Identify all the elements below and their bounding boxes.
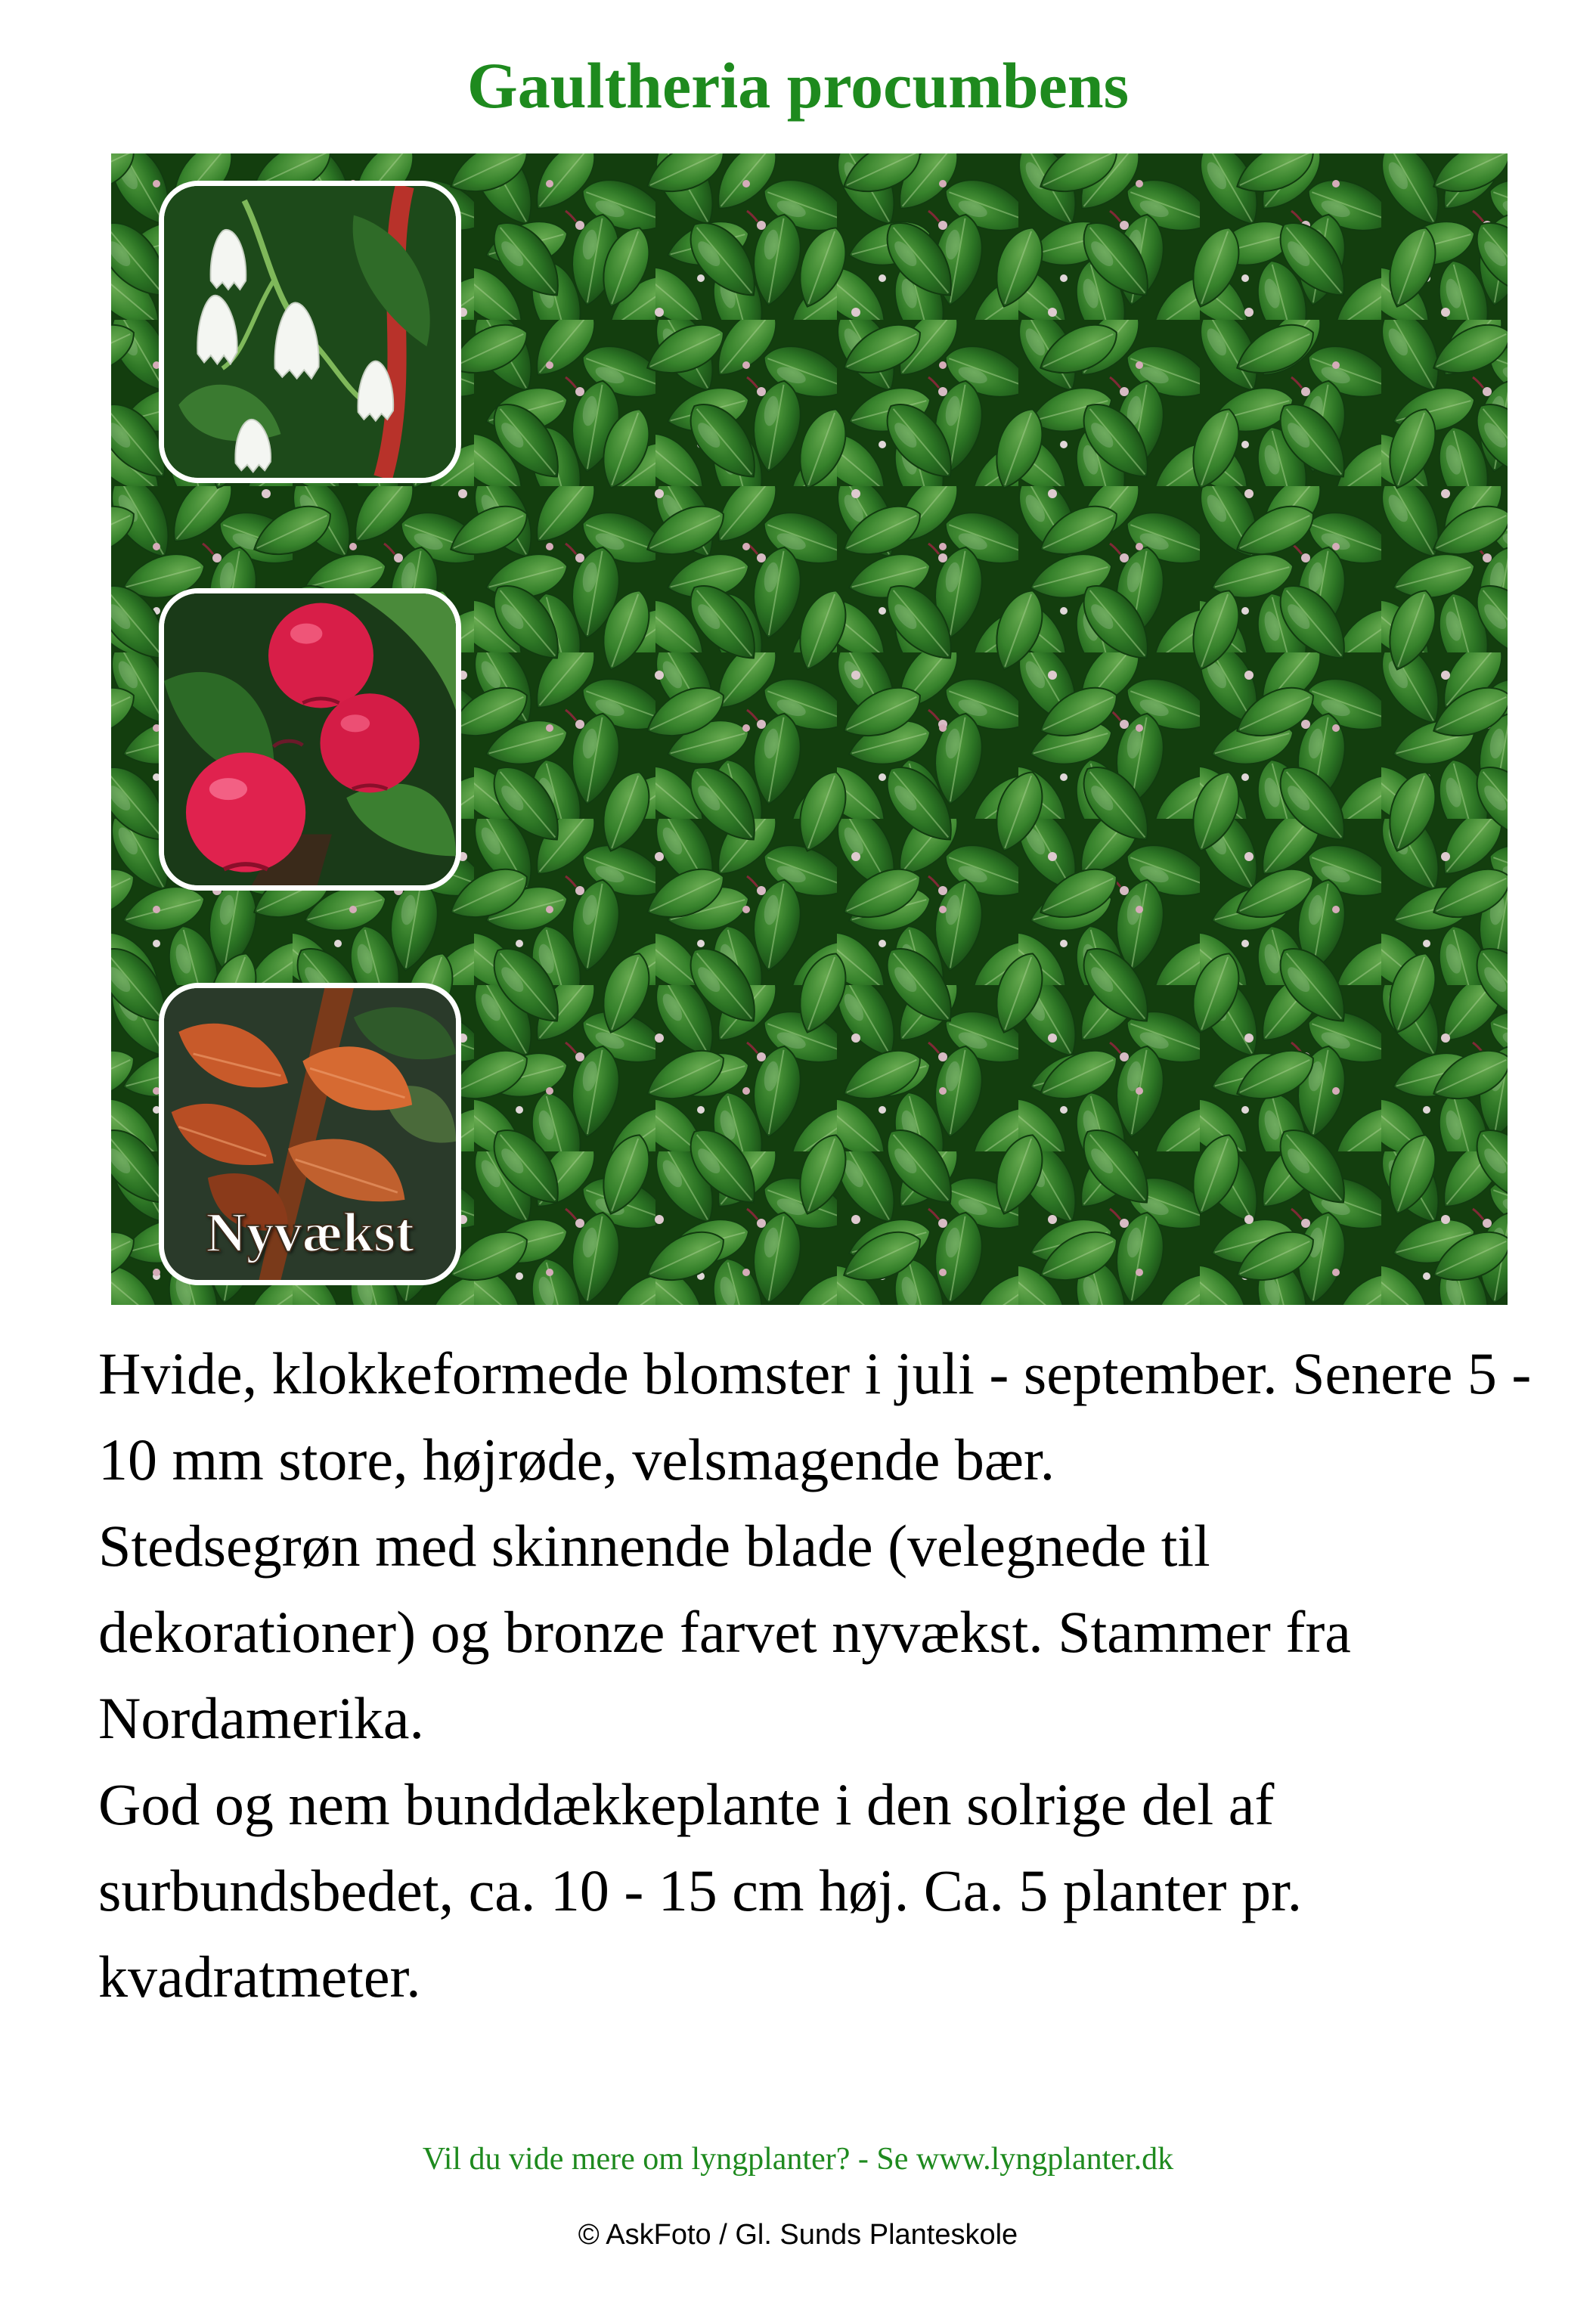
copyright-notice: © AskFoto / Gl. Sunds Planteskole — [578, 2219, 1018, 2251]
new-growth-label: Nyvækst — [206, 1202, 414, 1264]
new-growth-inset-photo — [159, 983, 461, 1285]
plant-description — [98, 1331, 1535, 2020]
white-bell-flowers-image — [164, 186, 456, 478]
description-flowers-berries: Hvide, klokkeformede blomster i juli - september. Senere 5 - 10 mm store, højrøde, velsmagende bær. — [98, 1340, 1532, 1492]
more-info-link-text: Vil du vide mere om lyngplanter? - Se www.lyngplanter.dk — [422, 2142, 1174, 2177]
flowers-inset-photo — [159, 181, 461, 483]
page-title: Gaultheria procumbens — [466, 49, 1130, 122]
berries-inset-photo — [159, 588, 461, 891]
description-foliage-origin: Stedsegrøn med skinnende blade (velegnede til dekorationer) og bronze farvet nyvækst. Stammer fra Nordamerika. — [98, 1513, 1351, 1751]
red-berries-image — [164, 593, 456, 885]
description-usage: God og nem bunddækkeplante i den solrige del af surbundsbedet, ca. 10 - 15 cm høj. Ca. 5 planter pr. kvadratmeter. — [98, 1771, 1303, 2010]
main-plant-photo — [111, 153, 1508, 1305]
